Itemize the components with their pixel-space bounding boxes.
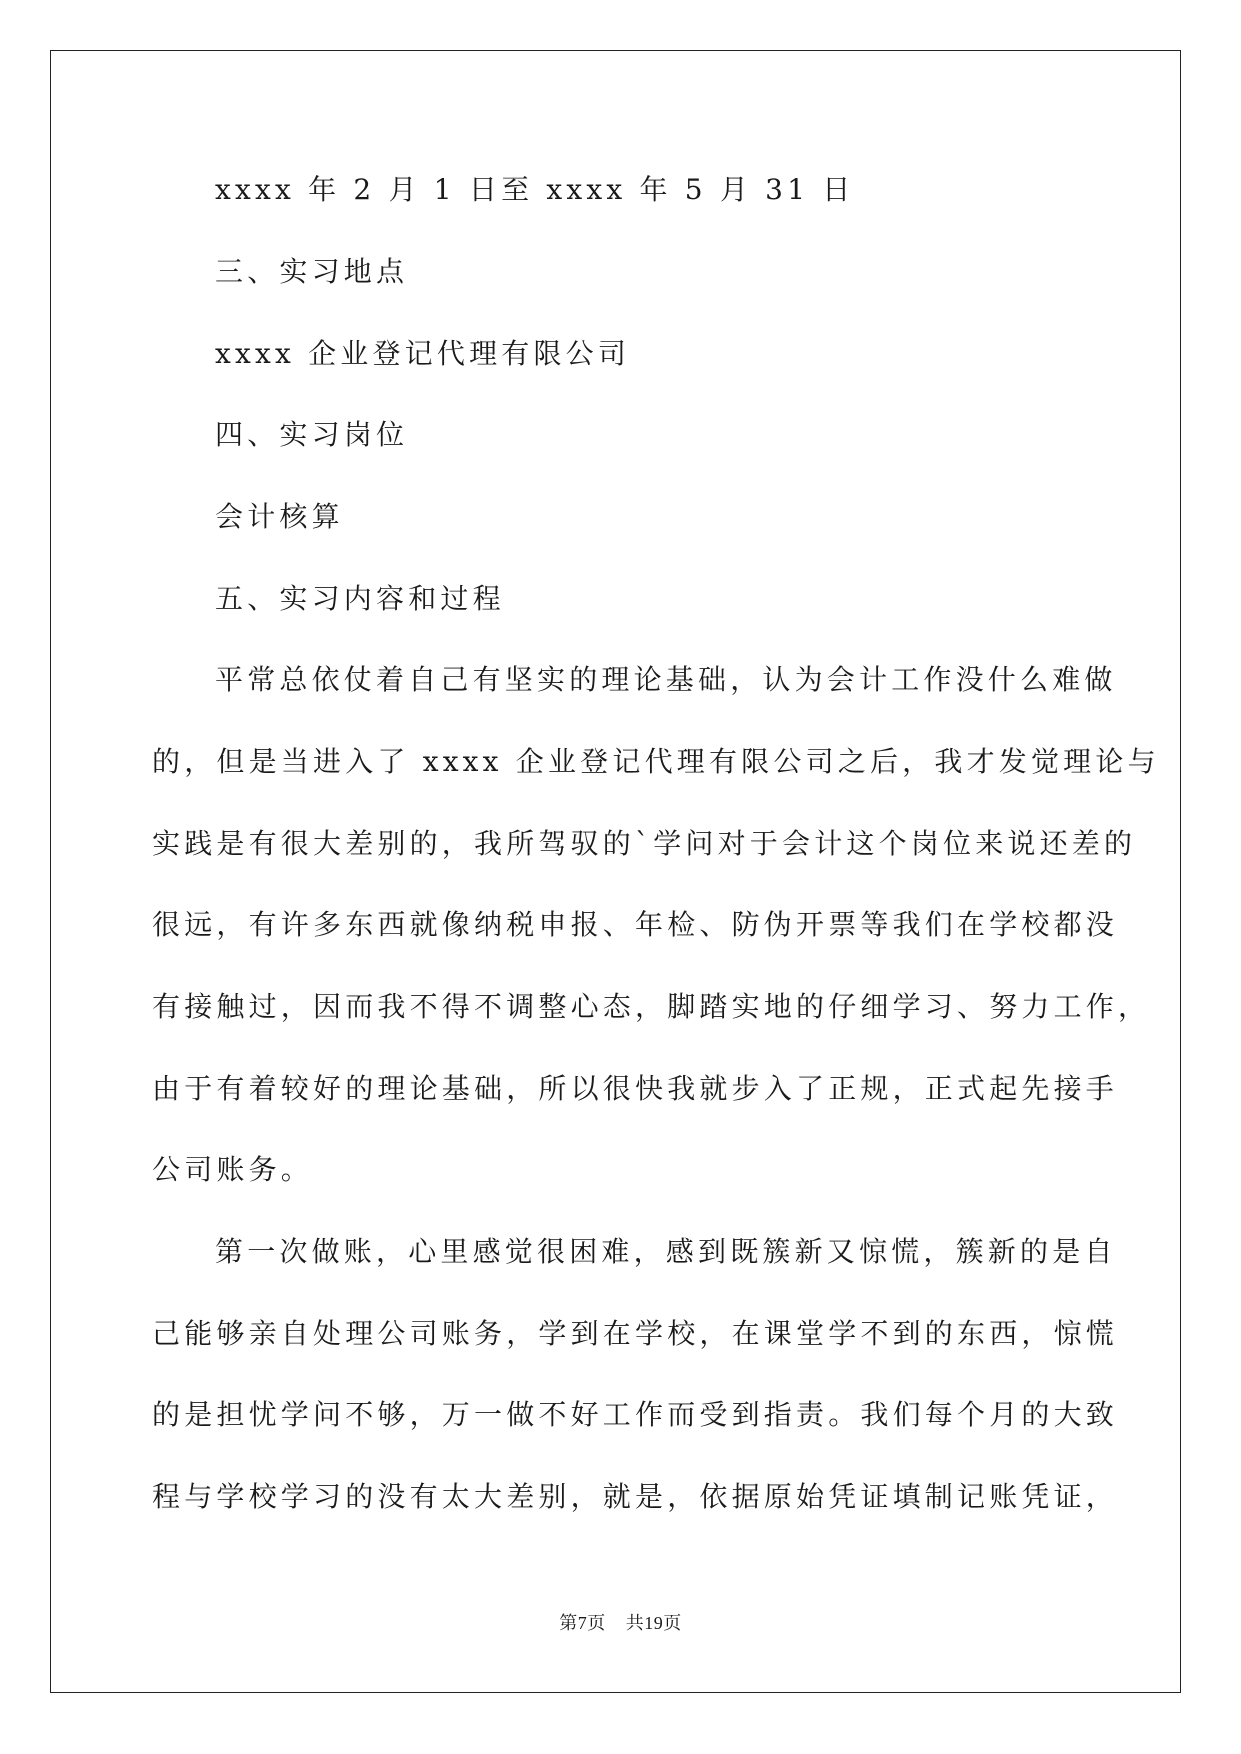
page-border xyxy=(50,50,1181,1693)
paragraph-line: 己能够亲自处理公司账务，学到在学校，在课堂学不到的东西，惊慌 xyxy=(152,1317,1119,1350)
total-suffix: 页 xyxy=(663,1613,682,1634)
paragraph-line: 的，但是当进入了 xxxx 企业登记代理有限公司之后，我才发觉理论与 xyxy=(152,745,1160,778)
section-heading-position: 四、实习岗位 xyxy=(215,418,409,451)
page-number: 7 xyxy=(577,1613,588,1633)
paragraph-line: 公司账务。 xyxy=(152,1153,314,1186)
section-heading-content: 五、实习内容和过程 xyxy=(215,582,505,615)
paragraph-line: 实践是有很大差别的，我所驾驭的`学问对于会计这个岗位来说还差的 xyxy=(152,827,1137,860)
paragraph-line: 有接触过，因而我不得不调整心态，脚踏实地的仔细学习、努力工作， xyxy=(152,990,1151,1023)
total-pages: 19 xyxy=(644,1613,664,1633)
company-name-line: xxxx 企业登记代理有限公司 xyxy=(215,337,631,370)
position-line: 会计核算 xyxy=(215,500,344,533)
paragraph-line: 的是担忧学问不够，万一做不好工作而受到指责。我们每个月的大致 xyxy=(152,1398,1119,1431)
page-footer xyxy=(0,1614,1241,1633)
paragraph-line: 平常总依仗着自己有坚实的理论基础，认为会计工作没什么难做 xyxy=(215,663,1117,696)
paragraph-line: 由于有着较好的理论基础，所以很快我就步入了正规，正式起先接手 xyxy=(152,1072,1119,1105)
page-prefix: 第 xyxy=(559,1613,578,1634)
paragraph-line: 第一次做账，心里感觉很困难，感到既簇新又惊慌，簇新的是自 xyxy=(215,1235,1117,1268)
page-suffix: 页 xyxy=(587,1613,606,1634)
total-prefix: 共 xyxy=(625,1613,645,1634)
date-range-line: xxxx 年 2 月 1 日至 xxxx 年 5 月 31 日 xyxy=(215,173,855,206)
paragraph-line: 程与学校学习的没有太大差别，就是，依据原始凭证填制记账凭证， xyxy=(152,1480,1119,1513)
paragraph-line: 很远，有许多东西就像纳税申报、年检、防伪开票等我们在学校都没 xyxy=(152,908,1119,941)
section-heading-location: 三、实习地点 xyxy=(215,255,409,288)
